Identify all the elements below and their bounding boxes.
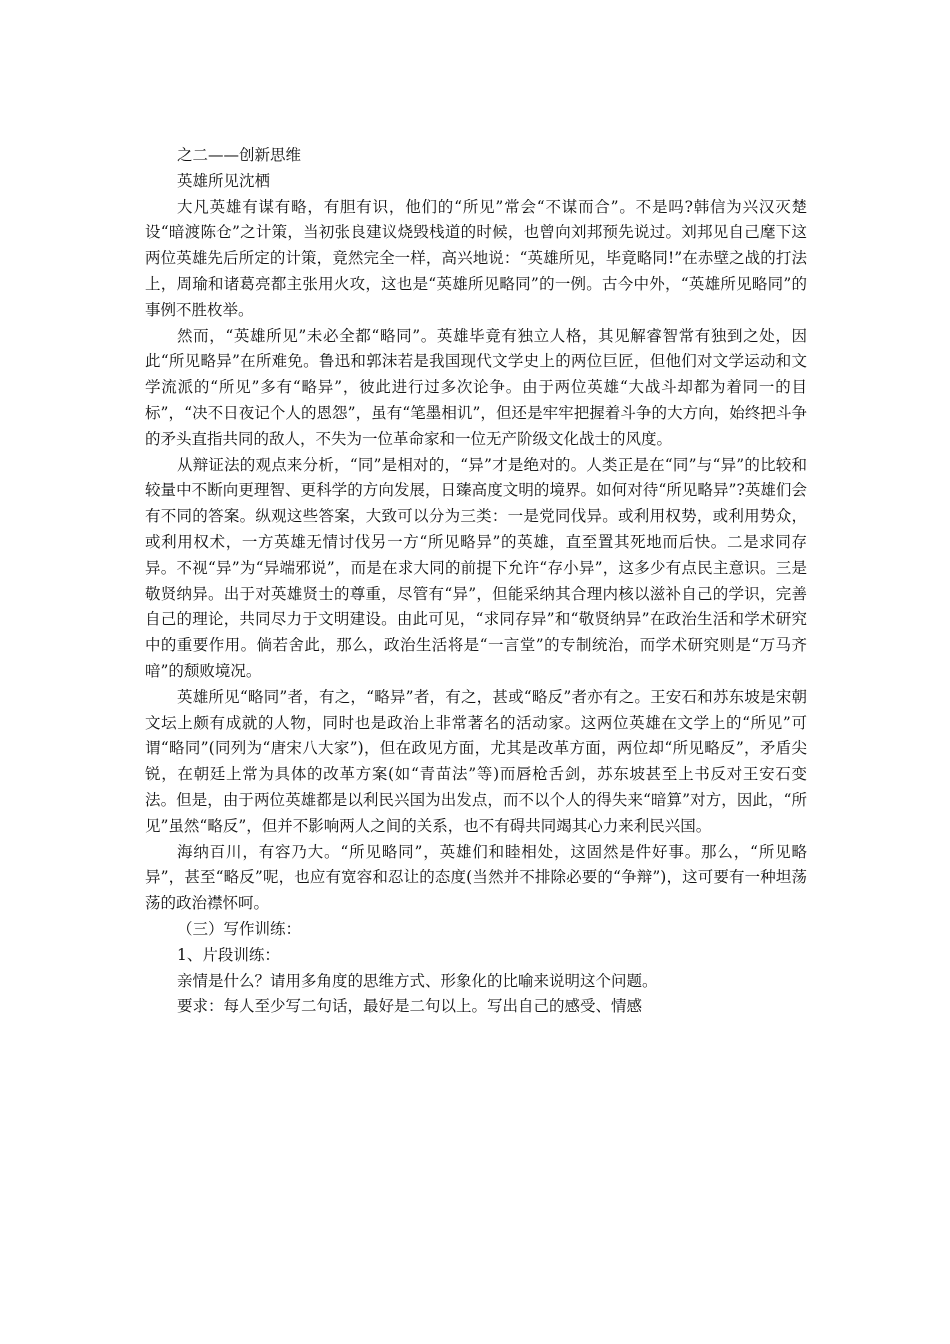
article-title: 英雄所见沈栖 [177, 171, 271, 190]
exercise-heading: 1、片段训练： [177, 945, 280, 964]
exercise-prompt: 亲情是什么？请用多角度的思维方式、形象化的比喻来说明这个问题。 [177, 971, 658, 990]
section-title: 之二——创新思维 [177, 146, 302, 164]
subsection-heading: （三）写作训练： [177, 919, 302, 938]
paragraph: 然而，“英雄所见”未必全都“略同”。英雄毕竟有独立人格，其见解睿智常有独到之处，因此“所见略异”在所难免。鲁迅和郭沫若是我国现代文学史上的两位巨匠，但他们对文学运动和文学流派的“所见”多有“略异”，彼此进行过多次论争。由于两位英雄“大战斗却都为着同一的目标”，“决不日夜记个人的恩怨”，虽有“笔墨相讥”，但还是牢牢把握着斗争的大方向，始终把斗争的矛头直指共同的敌人，不失为一位革命家和一位无产阶级文化战士的风度。 [145, 326, 807, 448]
paragraph: 大凡英雄有谋有略，有胆有识，他们的“所见”常会“不谋而合”。不是吗?韩信为兴汉灭楚设“暗渡陈仓”之计策，当初张良建议烧毁栈道的时候，也曾向刘邦预先说过。刘邦见自己麾下这两位英雄先后所定的计策，竟然完全一样，高兴地说：“英雄所见，毕竟略同!”在赤壁之战的打法上，周瑜和诸葛亮都主张用火攻，这也是“英雄所见略同”的一例。古今中外，“英雄所见略同”的事例不胜枚举。 [145, 197, 807, 319]
paragraph: 从辩证法的观点来分析，“同”是相对的，“异”才是绝对的。人类正是在“同”与“异”的比较和较量中不断向更理智、更科学的方向发展，日臻高度文明的境界。如何对待“所见略异”?英雄们会有不同的答案。纵观这些答案，大致可以分为三类：一是党同伐异。或利用权势，或利用势众，或利用权术，一方英雄无情讨伐另一方“所见略异”的英雄，直至置其死地而后快。二是求同存异。不视“异”为“异端邪说”，而是在求大同的前提下允许“存小异”，这多少有点民主意识。三是敬贤纳异。出于对英雄贤士的尊重，尽管有“异”，但能采纳其合理内核以滋补自己的学识，完善自己的理论，共同尽力于文明建设。由此可见，“求同存异”和“敬贤纳异”在政治生活和学术研究中的重要作用。倘若舍此，那么，政治生活将是“一言堂”的专制统治，而学术研究则是“万马齐喑”的颓败境况。 [145, 455, 807, 680]
paragraph: 英雄所见“略同”者，有之，“略异”者，有之，甚或“略反”者亦有之。王安石和苏东坡是宋朝文坛上颇有成就的人物，同时也是政治上非常著名的活动家。这两位英雄在文学上的“所见”可谓“略同”(同列为“唐宋八大家”)，但在政见方面，尤其是改革方面，两位却“所见略反”，矛盾尖锐，在朝廷上常为具体的改革方案(如“青苗法”等)而唇枪舌剑，苏东坡甚至上书反对王安石变法。但是，由于两位英雄都是以利民兴国为出发点，而不以个人的得失来“暗算”对方，因此，“所见”虽然“略反”，但并不影响两人之间的关系，也不有碍共同竭其心力来利民兴国。 [145, 687, 807, 835]
paragraph: 海纳百川，有容乃大。“所见略同”，英雄们和睦相处，这固然是件好事。那么，“所见略异”，甚至“略反”呢，也应有宽容和忍让的态度(当然并不排除必要的“争辩”)，这可要有一种坦荡荡的政治襟怀呵。 [145, 842, 807, 913]
exercise-requirement: 要求：每人至少写二句话，最好是二句以上。写出自己的感受、情感 [177, 997, 643, 1016]
document-body [145, 143, 807, 1020]
